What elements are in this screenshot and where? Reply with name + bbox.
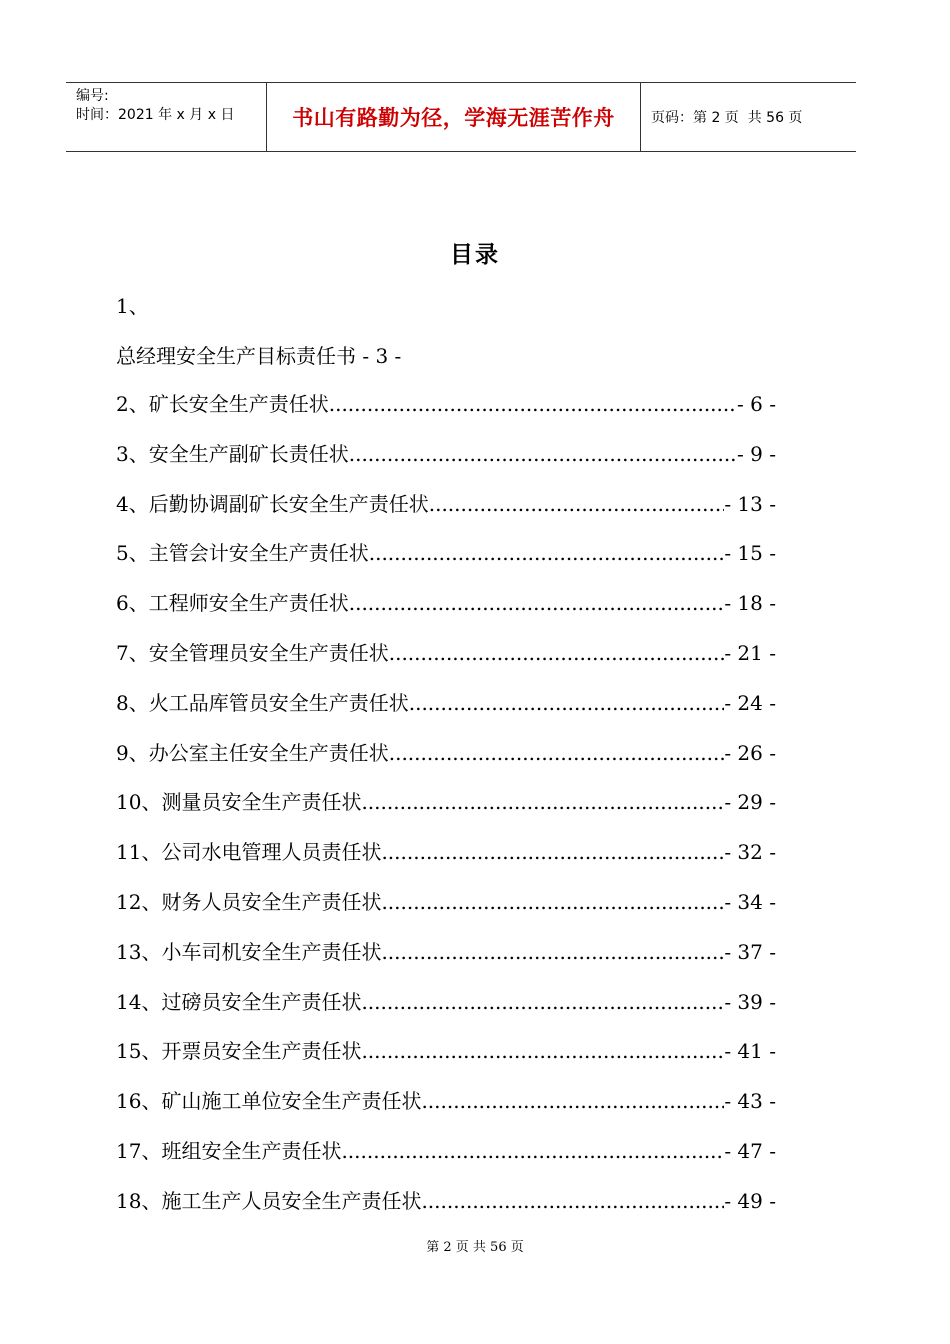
header-motto: 书山有路勤为径，学海无涯苦作舟 bbox=[292, 106, 615, 130]
toc-dot-leader bbox=[409, 691, 725, 715]
toc-entry[interactable] bbox=[116, 587, 776, 617]
toc-entry-label: 7、安全管理员安全生产责任状 bbox=[116, 641, 389, 665]
toc-entry-page: - 15 - bbox=[724, 541, 776, 566]
toc-first-entry[interactable]: 总经理安全生产目标责任书 - 3 - bbox=[116, 344, 402, 368]
toc-dot-leader bbox=[361, 990, 724, 1014]
toc-entry-page: - 13 - bbox=[724, 491, 776, 516]
toc-entry[interactable] bbox=[116, 1135, 776, 1165]
toc-entry[interactable] bbox=[116, 936, 776, 966]
toc-entry-label: 10、测量员安全生产责任状 bbox=[116, 790, 362, 815]
toc-dot-leader bbox=[381, 940, 724, 964]
toc-entry-label: 12、财务人员安全生产责任状 bbox=[116, 890, 382, 914]
toc-entry-page: - 41 - bbox=[724, 1039, 776, 1064]
toc-dot-leader bbox=[361, 790, 724, 814]
toc-entry-page: - 39 - bbox=[724, 989, 776, 1014]
toc-dot-leader bbox=[381, 840, 724, 864]
toc-dot-leader bbox=[389, 741, 725, 765]
toc-dot-leader bbox=[329, 392, 737, 416]
toc-dot-leader bbox=[429, 492, 725, 516]
page-footer: 第 2 页 共 56 页 bbox=[426, 1240, 524, 1255]
header-page-info: 页码：第 2 页 共 56 页 bbox=[651, 110, 803, 126]
toc-dot-leader bbox=[349, 442, 737, 466]
toc-entry[interactable] bbox=[116, 637, 776, 667]
toc-first-number: 1、 bbox=[116, 294, 149, 318]
toc-entry[interactable] bbox=[116, 1085, 776, 1115]
toc-entry-label: 6、工程师安全生产责任状 bbox=[116, 591, 349, 616]
header-motto-cell bbox=[267, 83, 641, 151]
toc-dot-leader bbox=[381, 890, 724, 914]
toc-entry-label: 3、安全生产副矿长责任状 bbox=[116, 441, 349, 466]
toc-entry[interactable] bbox=[116, 786, 776, 816]
toc-entry-label: 16、矿山施工单位安全生产责任状 bbox=[116, 1089, 422, 1114]
toc-entry-page: - 6 - bbox=[737, 392, 776, 416]
toc-dot-leader bbox=[341, 1139, 724, 1163]
toc-entry[interactable] bbox=[116, 1035, 776, 1065]
toc-entry-label: 5、主管会计安全生产责任状 bbox=[116, 541, 369, 566]
toc-entry-page: - 24 - bbox=[724, 690, 776, 715]
toc-entry[interactable] bbox=[116, 687, 776, 717]
toc-entry[interactable] bbox=[116, 438, 776, 468]
header-page-cell bbox=[641, 83, 856, 151]
toc-entry-label: 13、小车司机安全生产责任状 bbox=[116, 939, 382, 964]
toc-entry[interactable] bbox=[116, 886, 776, 916]
toc-entry-page: - 32 - bbox=[724, 840, 776, 865]
document-code-label: 编号: bbox=[76, 88, 109, 104]
toc-dot-leader bbox=[421, 1089, 724, 1113]
toc-entry-label: 14、过磅员安全生产责任状 bbox=[116, 989, 362, 1014]
toc-dot-leader bbox=[389, 641, 725, 665]
toc-entry-page: - 26 - bbox=[724, 740, 776, 765]
toc-entry[interactable] bbox=[116, 986, 776, 1016]
toc-entry[interactable] bbox=[116, 737, 776, 767]
toc-entry-page: - 37 - bbox=[724, 939, 776, 964]
toc-entry-label: 8、火工品库管员安全生产责任状 bbox=[116, 690, 409, 715]
toc-entry-page: - 21 - bbox=[724, 641, 776, 665]
toc-entry-label: 9、办公室主任安全生产责任状 bbox=[116, 740, 389, 765]
toc-entry-label: 4、后勤协调副矿长安全生产责任状 bbox=[116, 491, 429, 516]
toc-entry[interactable] bbox=[116, 537, 776, 567]
toc-entry-page: - 34 - bbox=[724, 890, 776, 914]
header-meta bbox=[66, 83, 267, 151]
toc-entry[interactable] bbox=[116, 836, 776, 866]
toc-entry-page: - 47 - bbox=[724, 1139, 776, 1163]
toc-entry-page: - 43 - bbox=[724, 1089, 776, 1114]
toc-entry-page: - 9 - bbox=[737, 441, 776, 466]
toc-entry-label: 18、施工生产人员安全生产责任状 bbox=[116, 1188, 422, 1213]
toc-entry[interactable] bbox=[116, 388, 776, 418]
toc-entry-page: - 18 - bbox=[724, 591, 776, 616]
toc-entry-page: - 49 - bbox=[724, 1188, 776, 1213]
toc-entry-page: - 29 - bbox=[724, 790, 776, 815]
toc-title: 目录 bbox=[450, 242, 500, 268]
toc-entry[interactable] bbox=[116, 488, 776, 518]
document-time: 时间：2021 年 x 月 x 日 bbox=[76, 107, 235, 123]
toc-dot-leader bbox=[369, 541, 725, 565]
toc-entry-label: 2、矿长安全生产责任状 bbox=[116, 392, 329, 416]
toc-entry[interactable] bbox=[116, 1185, 776, 1215]
toc-dot-leader bbox=[361, 1039, 724, 1063]
toc-dot-leader bbox=[421, 1189, 724, 1213]
toc-entry-label: 17、班组安全生产责任状 bbox=[116, 1139, 342, 1163]
toc-entry-label: 15、开票员安全生产责任状 bbox=[116, 1039, 362, 1064]
toc-entry-label: 11、公司水电管理人员责任状 bbox=[116, 840, 382, 865]
page-header bbox=[66, 82, 856, 152]
toc-dot-leader bbox=[349, 591, 725, 615]
